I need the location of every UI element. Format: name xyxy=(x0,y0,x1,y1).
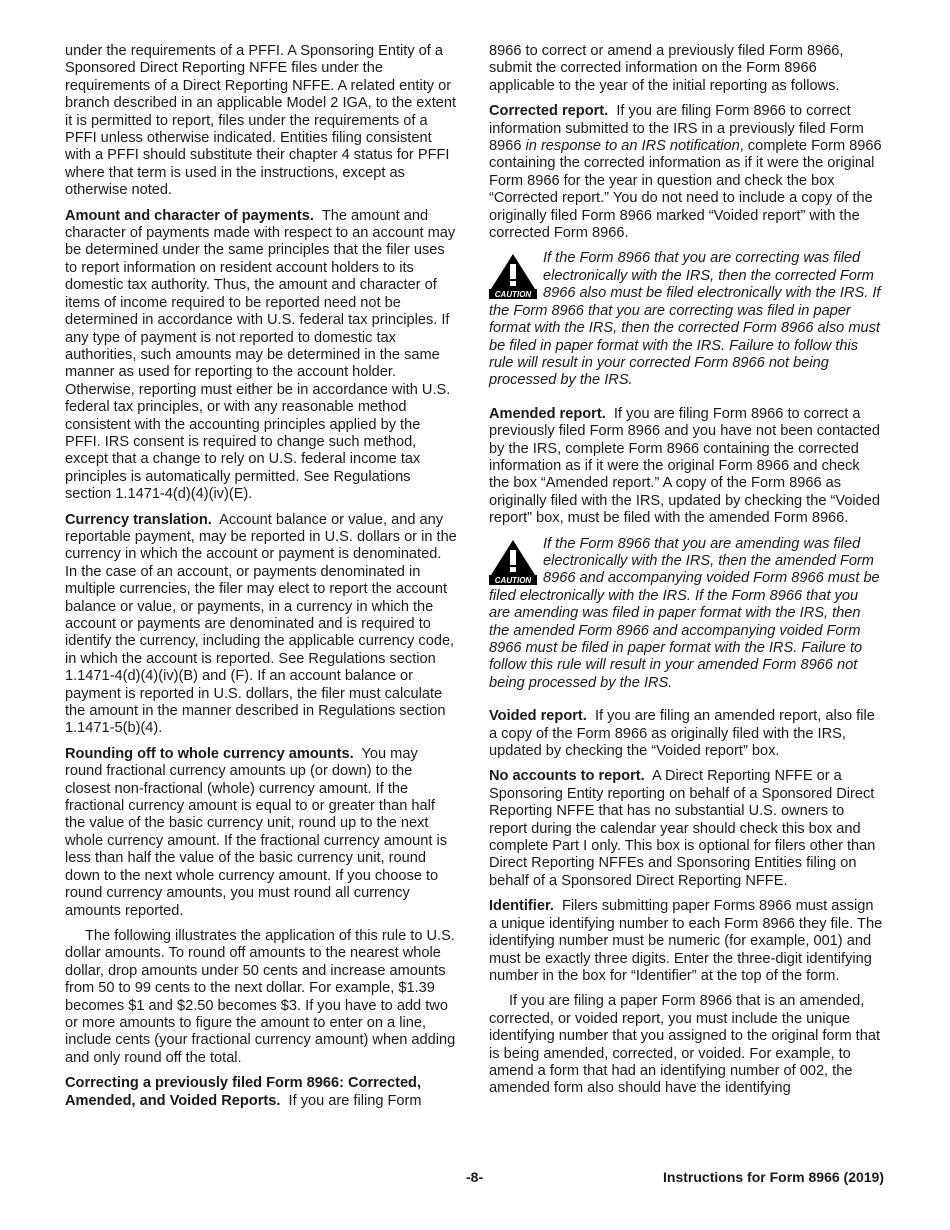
voided-heading: Voided report. xyxy=(489,708,587,725)
rounding-example-paragraph: The following illustrates the application of this rule to U.S. dollar amounts. To round off amounts to the nearest whole dollar, drop amounts under 50 cents and increase amounts from 50 to 99 cents to the next dollar. For example, $1.39 becomes $1 and $2.50 becomes $3. If you have to add two or more amounts to figure the amount to enter on a line, include cents (your fractional currency amount) when adding and only round off the total. xyxy=(65,927,456,1066)
amended-body: If you are filing Form 8966 to correct a previously filed Form 8966 and you have not been contacted by the IRS, complete Form 8966 containing the corrected information as if it were the original Form 8966 and check the box “Amended report.” A copy of the Form 8966 as originally filed with the IRS, updated by checking the “Voided report” box, must be filed with the amended Form 8966. xyxy=(489,405,881,527)
identifier-heading: Identifier. xyxy=(489,898,554,915)
page-number: -8- xyxy=(466,1169,484,1185)
no-accounts-heading: No accounts to report. xyxy=(489,768,645,785)
corrected-body-a: If you are filing Form 8966 to correct information submitted to the IRS in a previously filed Form 8966 xyxy=(489,103,864,155)
caution-note-corrected xyxy=(489,250,883,389)
amount-heading: Amount and character of payments. xyxy=(65,207,314,224)
caution-note-amended xyxy=(489,536,883,693)
corrected-body-italic: in response to an IRS notification xyxy=(525,138,740,155)
caution-text: If the Form 8966 that you are correcting was filed electronically with the IRS, then the corrected Form 8966 also must be filed electronically with the IRS. If the Form 8966 that you are correcting was filed in paper format with the IRS, then the corrected Form 8966 also must be filed in paper format with the IRS. Failure to follow this rule will result in your corrected Form 8966 not being processed by the IRS. xyxy=(489,250,881,389)
voided-body: If you are filing an amended report, also file a copy of the Form 8966 as originally filed with the IRS, updated by checking the “Voided report” box. xyxy=(489,708,875,760)
corrected-heading: Corrected report. xyxy=(489,103,609,120)
right-column xyxy=(489,43,883,1106)
correcting-body: If you are filing Form xyxy=(288,1092,422,1109)
caution-icon xyxy=(489,253,537,299)
rounding-paragraph xyxy=(65,746,457,920)
currency-paragraph xyxy=(65,512,457,738)
corrected-body-b: , complete Form 8966 containing the corrected information as if it were the original Form 8966 for the year in question and check the box “Corrected report.” You do not need to include a copy of the originally filed Form 8966 marked “Voided report” with the corrected Form 8966. xyxy=(489,138,882,242)
correcting-heading: Correcting a previously filed Form 8966: Corrected, Amended, and Voided Reports. xyxy=(65,1075,422,1109)
rounding-heading: Rounding off to whole currency amounts. xyxy=(65,745,354,762)
no-accounts-body: A Direct Reporting NFFE or a Sponsoring Entity reporting on behalf of a Sponsored Direct Reporting NFFE that has no substantial U.S. owners to report during the calendar year should check this box and complete Part I only. This box is optional for filers other than Direct Reporting NFFEs and Sponsoring Entities filing on behalf of a Sponsored Direct Reporting NFFE. xyxy=(489,768,876,889)
caution-icon xyxy=(489,539,537,585)
currency-heading: Currency translation. xyxy=(65,511,212,528)
amended-paragraph xyxy=(489,406,883,528)
corrected-paragraph xyxy=(489,103,883,242)
identifier-body: Filers submitting paper Forms 8966 must assign a unique identifying number to each Form 8966 they file. The identifying number must be numeric (for example, 001) and must be exactly three digits. Enter the three-digit identifying number in the box for “Identifier” at the top of the form. xyxy=(489,898,883,984)
left-column xyxy=(65,43,457,1118)
intro-paragraph: under the requirements of a PFFI. A Sponsoring Entity of a Sponsored Direct Reporting NFFE files under the requirements of a Direct Reporting NFFE. A related entity or branch described in an applicable Model 2 IGA, to the extent it is permitted to report, files under the requirements of a PFFI unless otherwise indicated. Entities filing consistent with a PFFI should substitute their chapter 4 status for PFFI where that term is used in the instructions, except as otherwise noted. xyxy=(65,43,457,199)
amount-body: The amount and character of payments made with respect to an account may be determined under the same principles that the filer uses to report information on resident account holders to its domestic tax authority. Thus, the amount and character of items of income required to be reported need not be determined in accordance with U.S. federal tax principles. If any type of payment is not reported to domestic tax authorities, such amounts may be determined in the same manner as used for reporting to the account holder. Otherwise, reporting must either be in accordance with U.S. federal tax principles, or with any reasonable method consistent with the accounting principles applied by the PFFI. IRS consent is required to change such method, except that a change to rely on U.S. federal income tax principles is automatically permitted. See Regulations section 1.1471-4(d)(4)(iv)(E). xyxy=(65,207,456,503)
rounding-body: You may round fractional currency amounts up (or down) to the closest non-fractional (whole) currency amount. If the fractional currency amount is equal to or greater than half the value of the basic currency unit, round up to the next whole currency amount. If the fractional currency amount is less than half the value of the basic currency unit, round down to the next whole currency amount. If you choose to round currency amounts, you must round all currency amounts reported. xyxy=(65,745,448,919)
footer-title: Instructions for Form 8966 (2019) xyxy=(663,1169,884,1185)
caution-label: CAUTION xyxy=(494,290,532,300)
voided-paragraph xyxy=(489,708,883,760)
identifier-paragraph xyxy=(489,898,883,985)
currency-body: Account balance or value, and any reportable payment, may be reported in U.S. dollars or in the currency in which the account or payment is denominated. In the case of an account, or payments denominated in multiple currencies, the filer may elect to report the account balance or value, or payments, in a currency in which the account or payments are denominated and is required to identify the currency, including the applicable currency code, in which the account is reported. See Regulations section 1.1471-4(d)(4)(iv)(B) and (F). If an account balance or payment is reported in U.S. dollars, the filer must calculate the amount in the manner described in Regulations section 1.1471-5(b)(4). xyxy=(65,511,457,737)
caution-text: If the Form 8966 that you are amending was filed electronically with the IRS, then the amended Form 8966 and accompanying voided Form 8966 must be filed electronically with the IRS. If the Form 8966 that you are amending was filed in paper format with the IRS, then the amended Form 8966 and accompanying voided Form 8966 must be filed in paper format with the IRS. Failure to follow this rule will result in your amended Form 8966 not being processed by the IRS. xyxy=(489,535,880,691)
no-accounts-paragraph xyxy=(489,768,883,890)
continuation-paragraph: 8966 to correct or amend a previously filed Form 8966, submit the corrected information on the Form 8966 applicable to the year of the initial reporting as follows. xyxy=(489,43,844,94)
caution-label: CAUTION xyxy=(494,575,532,585)
correcting-paragraph xyxy=(65,1075,457,1110)
amount-paragraph xyxy=(65,208,457,504)
identifier-paragraph-2: If you are filing a paper Form 8966 that is an amended, corrected, or voided report, you must include the unique identifying number that you assigned to the original form that is being amended, corrected, or voided. For example, to amend a form that had an identifying number of 002, the amended form also should have the identifying xyxy=(489,993,881,1097)
amended-heading: Amended report. xyxy=(489,405,606,422)
